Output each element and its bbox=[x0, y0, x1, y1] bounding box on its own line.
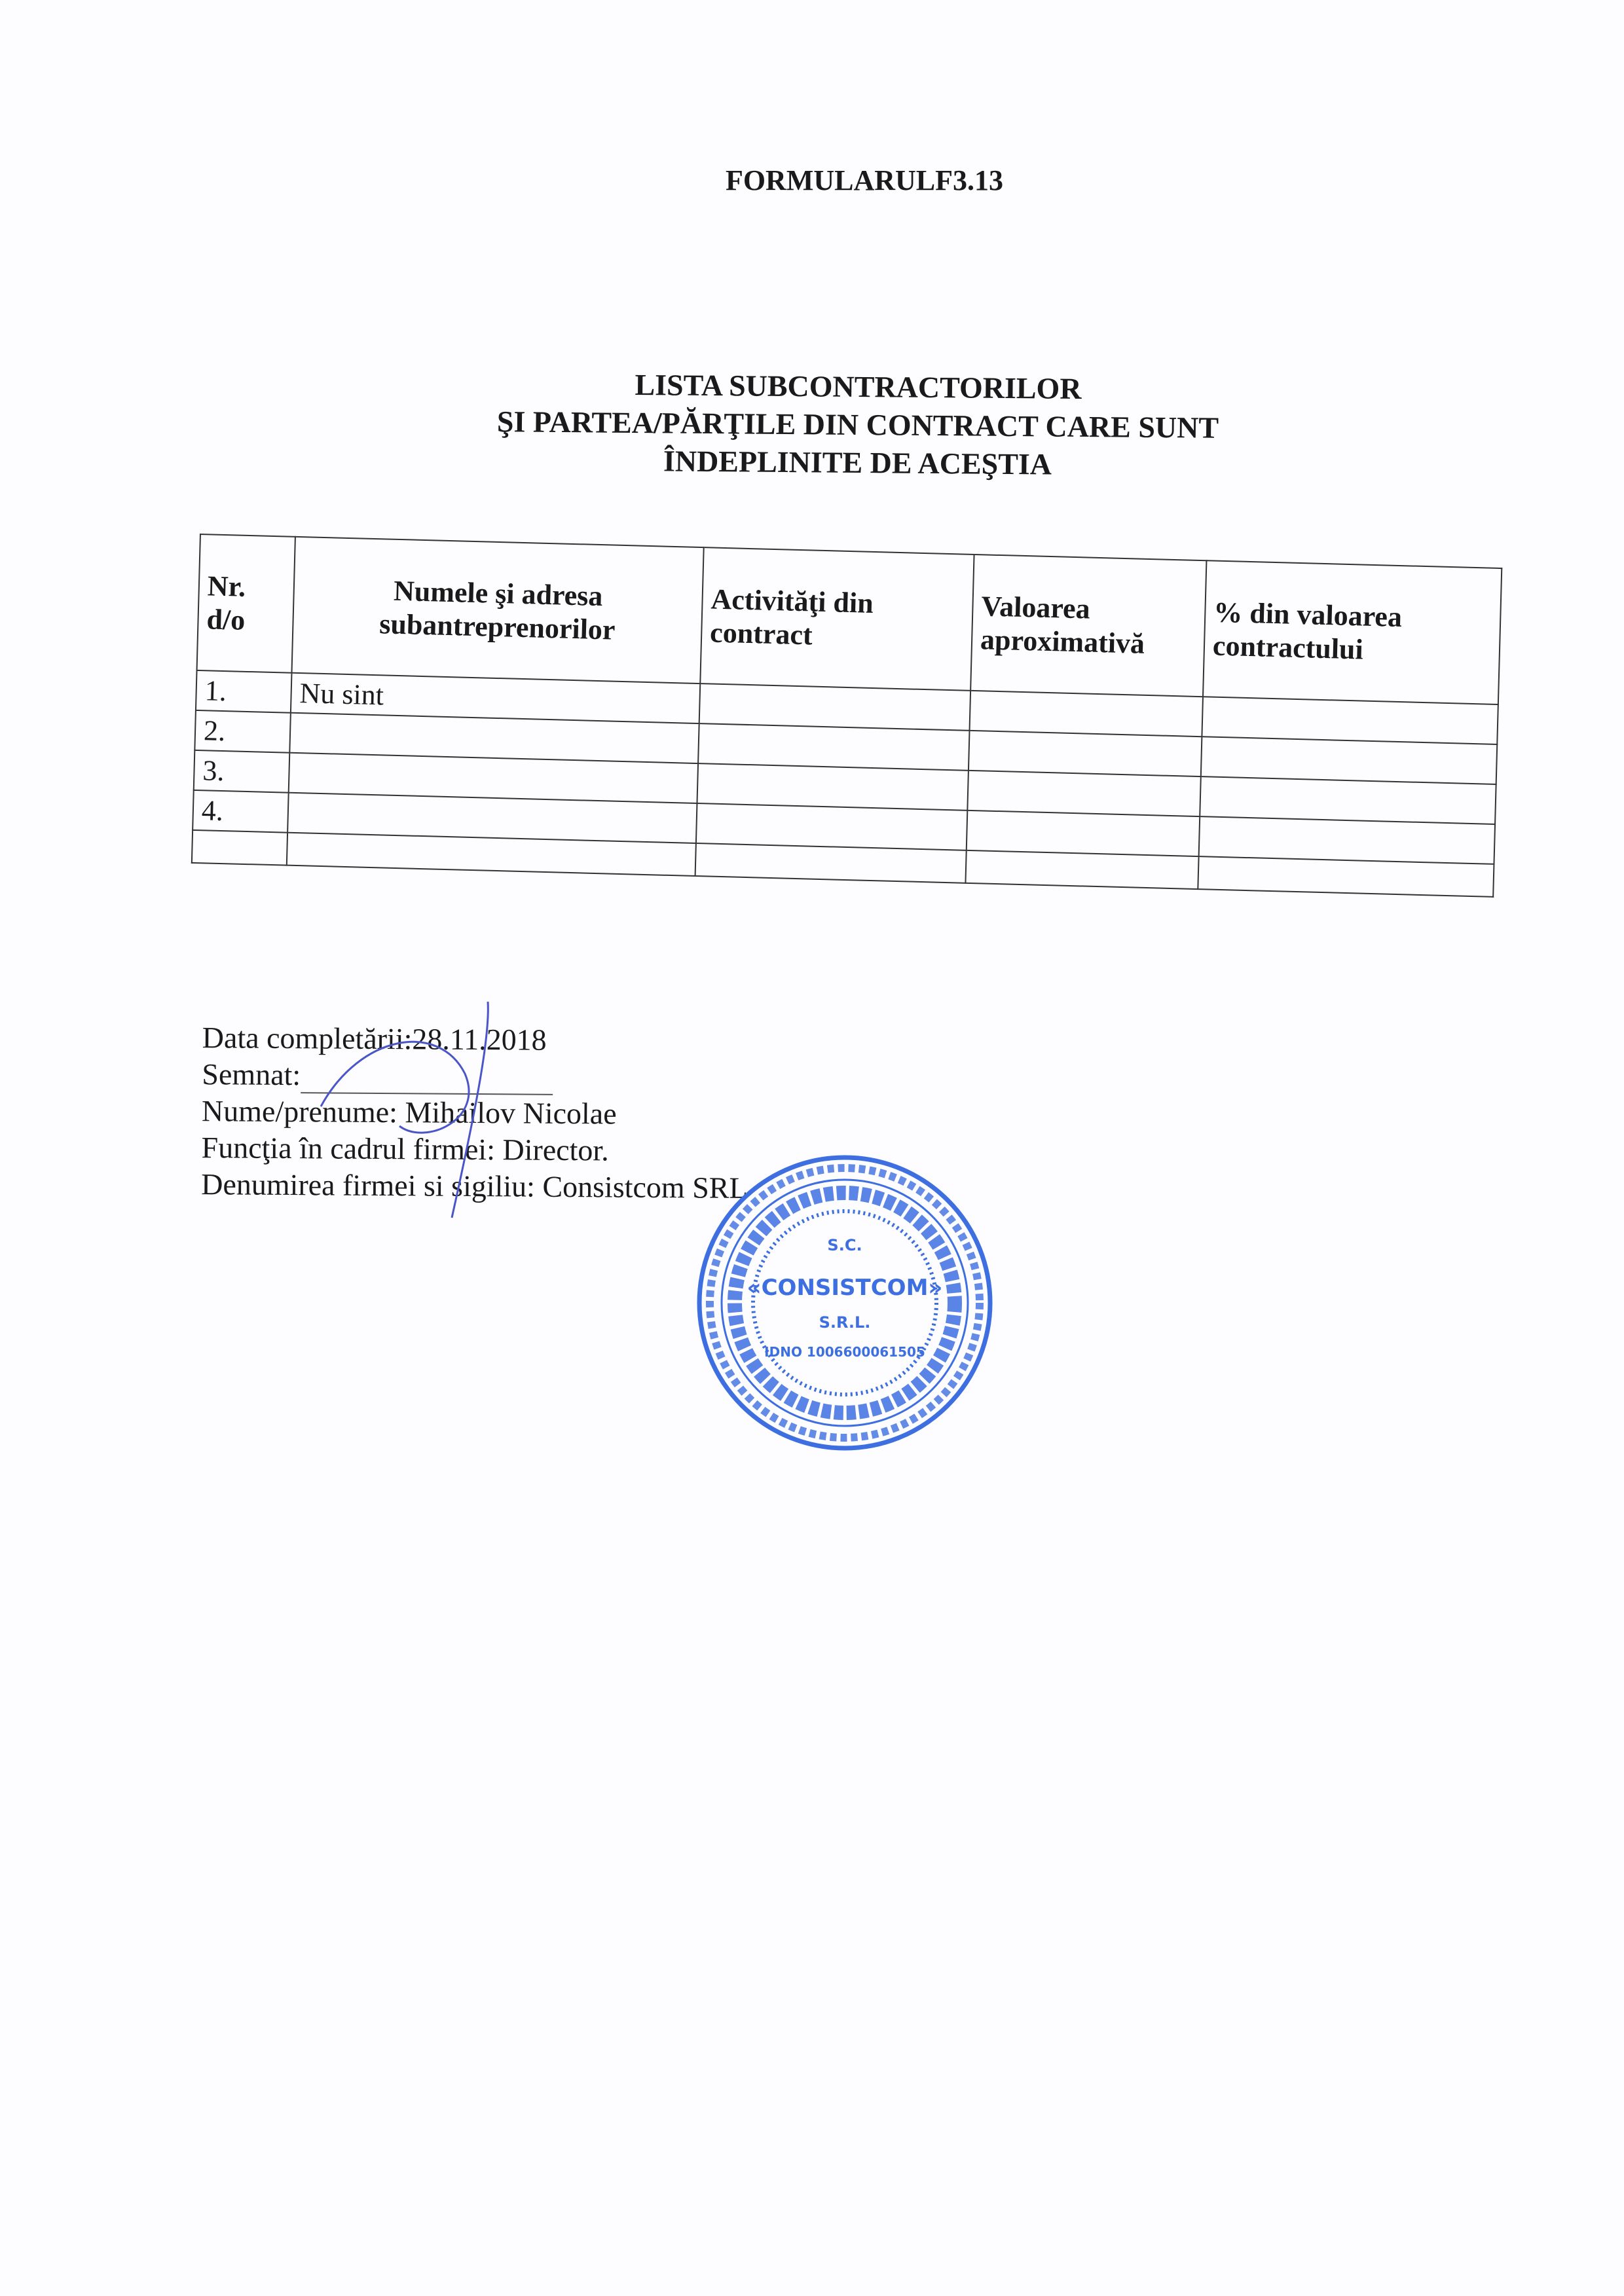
form-title: FORMULARULF3.13 bbox=[725, 164, 1004, 196]
name-label: Nume/prenume: bbox=[201, 1094, 398, 1129]
cell-percent bbox=[1198, 856, 1494, 897]
header-nr: Nr. d/o bbox=[197, 534, 295, 673]
function-value: Director. bbox=[502, 1133, 609, 1167]
handwritten-signature bbox=[282, 995, 557, 1231]
header-percent: % din valoarea contractului bbox=[1203, 560, 1502, 704]
seal-rings bbox=[699, 1157, 990, 1448]
name-value: Mihailov Nicolae bbox=[405, 1095, 617, 1131]
date-label: Data completării: bbox=[202, 1021, 413, 1056]
seal-company-name: «CONSISTCOM» bbox=[747, 1275, 943, 1301]
cell-nr: 2. bbox=[194, 710, 291, 753]
cell-value bbox=[967, 771, 1200, 816]
cell-value bbox=[970, 691, 1203, 737]
header-value: Valoarea aproximativă bbox=[970, 555, 1206, 697]
cell-activities bbox=[695, 843, 967, 883]
company-label: Denumirea firmei si sigiliu: bbox=[201, 1167, 536, 1203]
cell-activities bbox=[698, 723, 969, 771]
cell-value bbox=[969, 731, 1202, 776]
seal-prefix: S.C. bbox=[827, 1236, 862, 1254]
header-activities: Activităţi din contract bbox=[700, 547, 974, 691]
company-value: Consistcom SRL bbox=[542, 1169, 748, 1205]
cell-activities bbox=[699, 683, 970, 731]
cell-nr: 3. bbox=[194, 750, 290, 793]
cell-nr: 1. bbox=[196, 670, 292, 713]
cell-activities bbox=[697, 763, 968, 811]
company-seal bbox=[694, 1152, 995, 1453]
date-value: 28.11.2018 bbox=[412, 1022, 547, 1057]
cell-nr bbox=[192, 830, 287, 866]
cell-value bbox=[967, 811, 1200, 856]
seal-suffix: S.R.L. bbox=[819, 1313, 871, 1332]
signed-label: Semnat: bbox=[202, 1057, 301, 1092]
seal-idno: IDNO 1006600061505 bbox=[764, 1344, 925, 1360]
cell-nr: 4. bbox=[193, 790, 289, 833]
header-name-address: Numele şi adresa subantreprenorilor bbox=[291, 537, 703, 683]
cell-value bbox=[965, 850, 1198, 889]
heading-line-3: ÎNDEPLINITE DE ACEŞTIA bbox=[663, 444, 1052, 481]
heading-line-2: ŞI PARTEA/PĂRŢILE DIN CONTRACT CARE SUNT bbox=[496, 405, 1219, 445]
subcontractors-table bbox=[191, 534, 1503, 898]
document-heading bbox=[0, 361, 1624, 490]
function-label: Funcţia în cadrul firmei: bbox=[201, 1131, 496, 1167]
cell-name-address: Nu sint bbox=[291, 673, 700, 723]
heading-line-1: LISTA SUBCONTRACTORILOR bbox=[635, 368, 1082, 405]
cell-activities bbox=[696, 803, 967, 850]
